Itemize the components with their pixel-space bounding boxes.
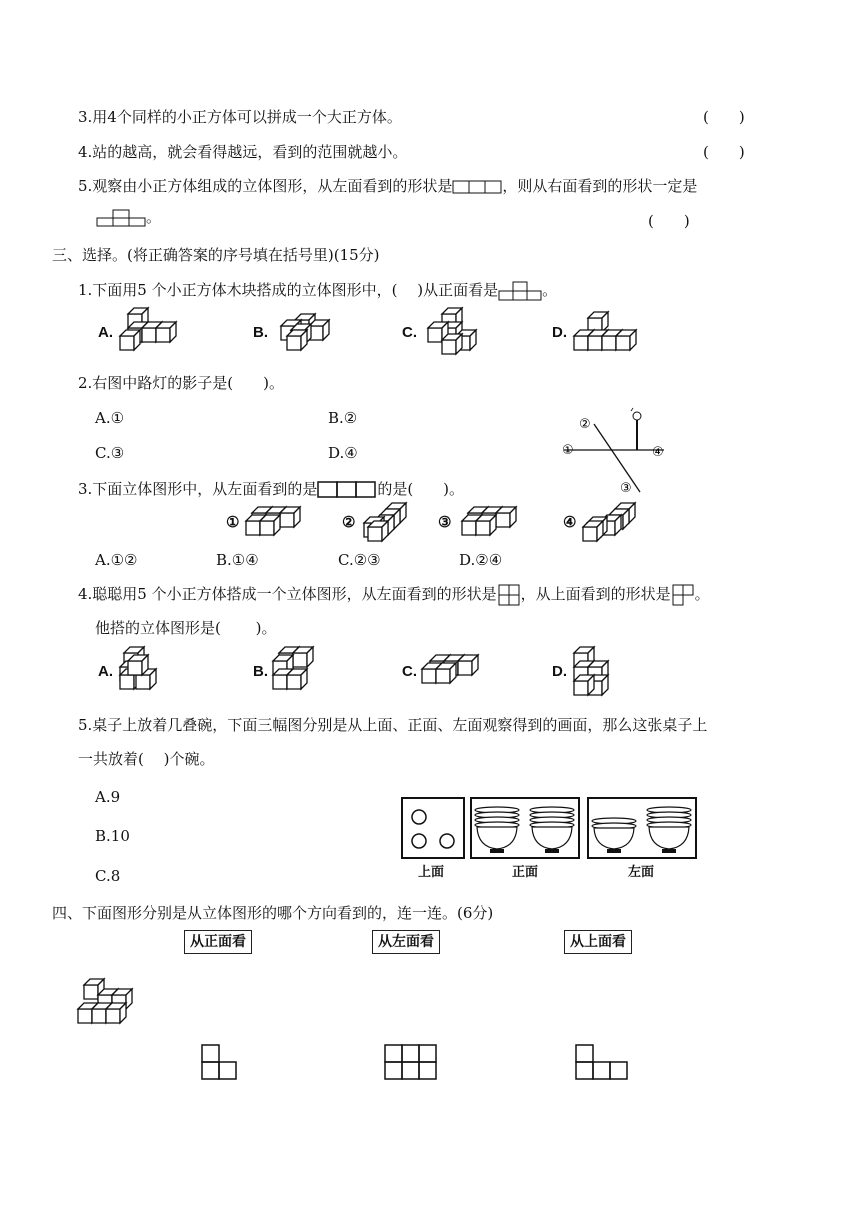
judge-q5-text-c: 。 [146,208,162,226]
judge-q5-text-b: ，则从右面看到的形状一定是 [502,177,698,195]
option-label: A. [98,663,113,680]
section3-title: 三、选择。(将正确答案的序号填在括号里)(15分) [52,246,380,264]
cube-figure [360,503,440,543]
label-left-view[interactable]: 从左面看 [372,930,440,954]
view-shape-2[interactable] [383,1043,439,1081]
row-of-three-squares-figure [452,180,502,194]
mark-1: ① [562,443,574,458]
cube-figure [581,503,671,543]
section4-title: 四、下面图形分别是从立体图形的哪个方向看到的，连一连。(6分) [52,904,494,922]
cube-figure [570,308,680,358]
option-label: D. [552,324,567,341]
choice-q3 [78,479,464,499]
option-label: C. [402,663,417,680]
option-label: A. [98,324,113,341]
option-label: C. [402,324,417,341]
top-view-figure [671,584,695,606]
q5-option-a[interactable]: A.9 [95,788,121,806]
judge-q5 [78,176,697,196]
bowls-left-view [587,797,697,859]
choice-q4-text-c: 。 [694,585,710,603]
cube-figure [570,647,640,697]
q3-option-c[interactable]: C.②③ [338,551,381,569]
row-of-three-squares-figure [317,481,377,499]
choice-q5-line1: 5.桌子上放着几叠碗，下面三幅图分别是从上面、正面、左面观察得到的画面，那么这张桌子上 [78,716,708,734]
q3-option-d[interactable]: D.②④ [459,551,503,569]
choice-q3-text-b: 的是( )。 [377,480,465,498]
judge-q3: 3.用4个同样的小正方体可以拼成一个大正方体。 [78,108,402,126]
q2-option-a[interactable]: A.① [95,409,125,427]
choice-q1-text: 1.下面用5 个小正方体木块搭成的立体图形中，( )从正面看是 [78,281,499,299]
q3-option-b[interactable]: B.①④ [216,551,259,569]
cube-figure [271,308,361,358]
answer-paren[interactable]: ( ) [703,108,745,126]
figure-number: ② [342,514,356,531]
q5-option-b[interactable]: B.10 [95,827,130,845]
choice-q5-line2: 一共放着( )个碗。 [78,750,215,768]
figure-number: ① [226,514,240,531]
cube-figure [118,308,208,358]
figure-number: ④ [563,514,577,531]
solid-figure [76,979,146,1029]
mark-3: ③ [620,481,632,496]
q2-option-c[interactable]: C.③ [95,444,125,462]
bowls-front-view [470,797,580,859]
option-label: D. [552,663,567,680]
judge-q5-line2 [96,207,161,227]
cube-figure [118,647,178,697]
front-view-figure [498,281,542,301]
street-lamp-shadow-figure [560,408,680,498]
cube-figure [271,647,331,697]
q2-option-b[interactable]: B.② [328,409,358,427]
answer-paren[interactable]: ( ) [703,143,745,161]
cube-figure [420,308,510,358]
label-top-view[interactable]: 从上面看 [564,930,632,954]
choice-q4-line2: 他搭的立体图形是( )。 [95,619,277,637]
q5-option-c[interactable]: C.8 [95,867,121,885]
caption-top: 上面 [418,865,445,880]
mark-4: ④ [652,445,664,460]
bowls-top-view [401,797,465,859]
choice-q3-text-a: 3.下面立体图形中，从左面看到的是 [78,480,318,498]
step-squares-figure [96,209,146,227]
choice-q1 [78,280,557,301]
label-front-view[interactable]: 从正面看 [184,930,252,954]
cube-figure [460,503,550,543]
view-shape-3[interactable] [574,1043,630,1081]
q2-option-d[interactable]: D.④ [328,444,358,462]
caption-front: 正面 [512,865,539,880]
option-label: B. [253,663,268,680]
choice-q4-text-b: ，从上面看到的形状是 [520,585,671,603]
cube-figure [420,647,500,697]
figure-number: ③ [438,514,452,531]
view-shape-1[interactable] [200,1043,240,1081]
answer-paren[interactable]: ( ) [648,212,690,230]
cube-figure [244,503,324,543]
judge-q5-text-a: 5.观察由小正方体组成的立体图形，从左面看到的形状是 [78,177,453,195]
choice-q4-text-a: 4.聪聪用5 个小正方体搭成一个立体图形，从左面看到的形状是 [78,585,497,603]
judge-q4: 4.站的越高，就会看得越远，看到的范围就越小。 [78,143,408,161]
caption-left: 左面 [628,865,655,880]
mark-2: ② [579,417,591,432]
choice-q1-end: 。 [542,281,558,299]
q3-option-a[interactable]: A.①② [95,551,138,569]
option-label: B. [253,324,268,341]
left-view-figure [497,584,521,606]
choice-q2: 2.右图中路灯的影子是( )。 [78,374,285,392]
choice-q4 [78,584,710,606]
